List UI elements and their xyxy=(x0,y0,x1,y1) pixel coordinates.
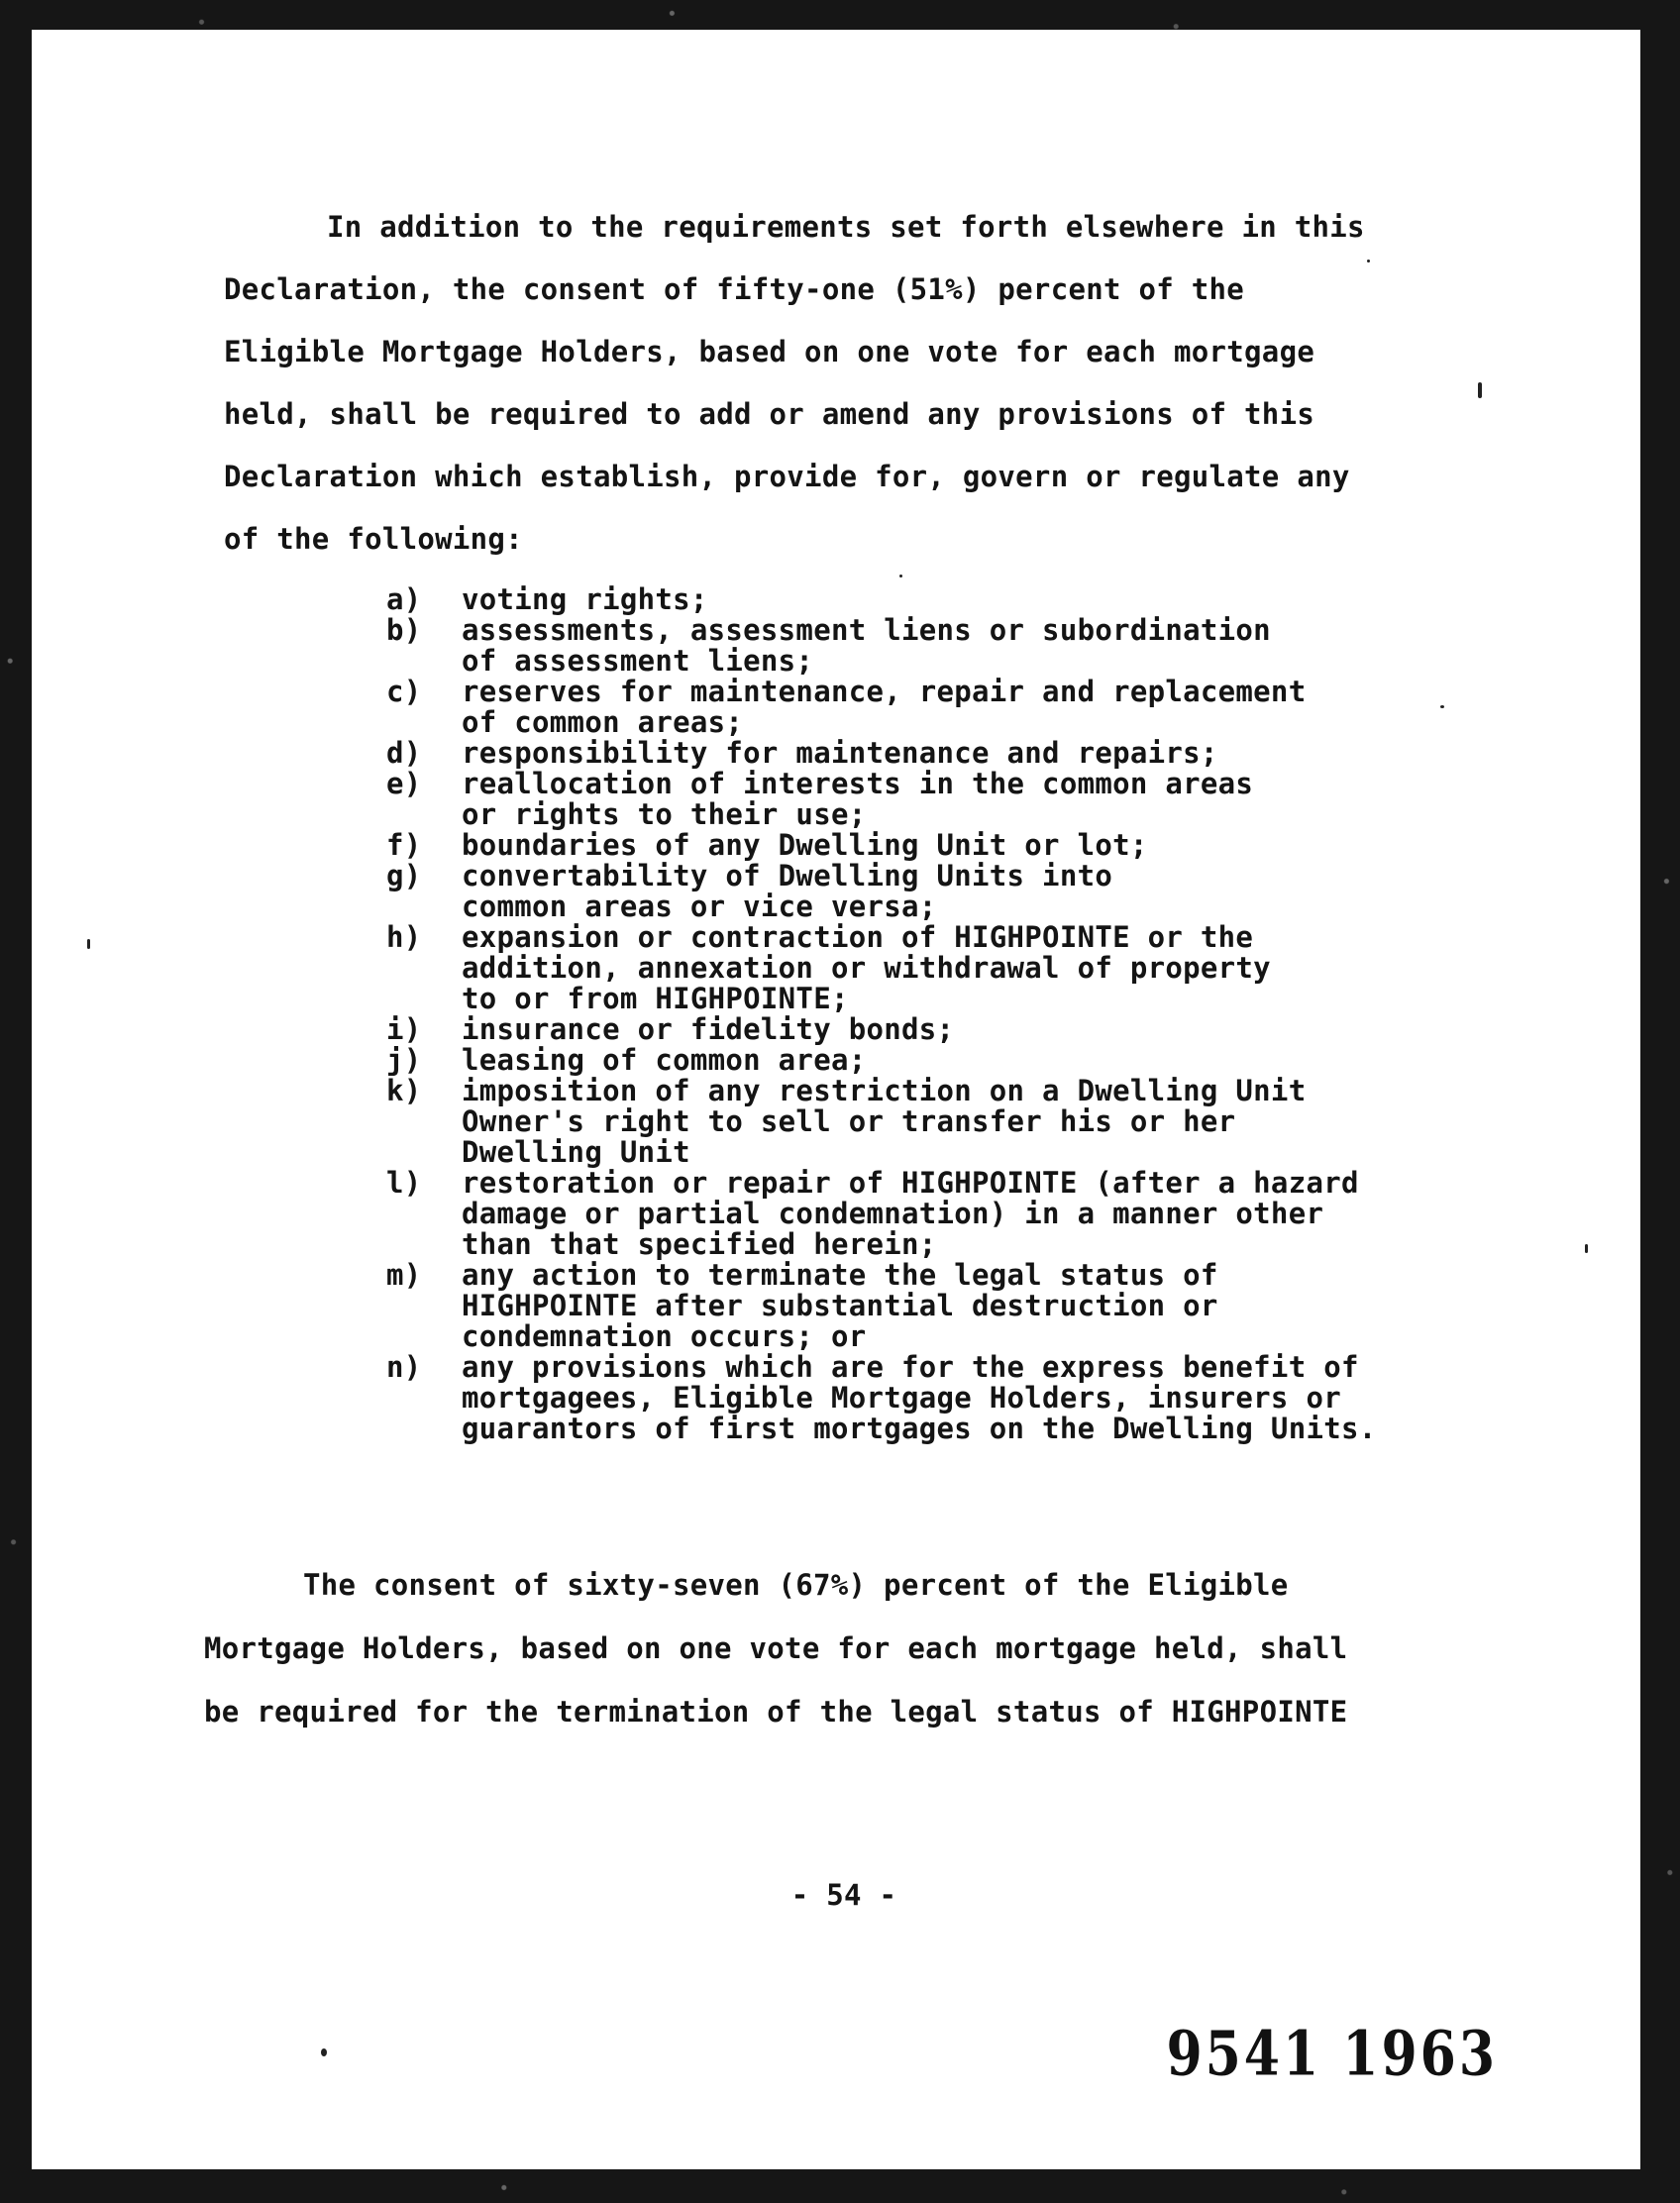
scan-speck xyxy=(1367,260,1370,262)
list-item-text: convertability of Dwelling Units into common areas or vice versa; xyxy=(462,859,1113,923)
list-item xyxy=(386,1076,1535,1168)
list-item-text: imposition of any restriction on a Dwelling Unit Owner's right to sell or transfer his or her Dwelling Unit xyxy=(462,1074,1307,1169)
list-item-text: responsibility for maintenance and repairs; xyxy=(462,736,1218,770)
list-item xyxy=(386,861,1535,922)
list-item xyxy=(386,922,1535,1014)
list-marker: m) xyxy=(386,1258,422,1292)
list-item xyxy=(386,1260,1535,1352)
list-item-text: leasing of common area; xyxy=(462,1043,867,1077)
list-item xyxy=(386,1168,1535,1260)
document-page xyxy=(32,30,1640,2169)
scan-speck xyxy=(1585,1244,1588,1253)
list-marker: d) xyxy=(386,736,422,770)
list-item-text: expansion or contraction of HIGHPOINTE or the addition, annexation or withdrawal of property to or from HIGHPOINTE; xyxy=(462,920,1271,1015)
paragraph-line: Declaration, the consent of fifty-one (51%) percent of the xyxy=(224,272,1245,306)
paragraph-line: be required for the termination of the legal status of HIGHPOINTE xyxy=(204,1695,1348,1729)
list-item-text: voting rights; xyxy=(462,582,708,616)
paragraph-line: In addition to the requirements set forth elsewhere in this xyxy=(327,210,1365,244)
list-item xyxy=(386,615,1535,677)
list-marker: i) xyxy=(386,1012,422,1046)
list-marker: h) xyxy=(386,920,422,954)
list-item-text: assessments, assessment liens or subordination of assessment liens; xyxy=(462,613,1271,678)
list-item-text: any action to terminate the legal status of HIGHPOINTE after substantial destruction or condemnation occurs; or xyxy=(462,1258,1218,1353)
scan-speck xyxy=(87,939,90,949)
list-item xyxy=(386,677,1535,738)
scan-speck xyxy=(899,575,902,577)
list-marker: f) xyxy=(386,828,422,862)
list-item-text: reserves for maintenance, repair and replacement of common areas; xyxy=(462,675,1307,739)
opening-paragraph xyxy=(224,196,1492,571)
paragraph-line: Mortgage Holders, based on one vote for each mortgage held, shall xyxy=(204,1631,1348,1665)
list-marker: g) xyxy=(386,859,422,892)
scan-speck xyxy=(1478,382,1482,398)
paragraph-line: Eligible Mortgage Holders, based on one vote for each mortgage xyxy=(224,335,1315,368)
list-item-text: any provisions which are for the express benefit of mortgagees, Eligible Mortgage Holders, insurers or guarantors of first mortgages on the Dwelling Units. xyxy=(462,1350,1377,1445)
list-item xyxy=(386,769,1535,830)
list-item xyxy=(386,830,1535,861)
list-item-text: reallocation of interests in the common areas or rights to their use; xyxy=(462,767,1254,831)
list-marker: b) xyxy=(386,613,422,647)
list-item-text: insurance or fidelity bonds; xyxy=(462,1012,955,1046)
list-item xyxy=(386,584,1535,615)
paragraph-line: Declaration which establish, provide for, govern or regulate any xyxy=(224,460,1350,493)
closing-paragraph xyxy=(204,1553,1502,1743)
list-marker: j) xyxy=(386,1043,422,1077)
list-item xyxy=(386,1014,1535,1045)
list-item-text: boundaries of any Dwelling Unit or lot; xyxy=(462,828,1148,862)
list-item xyxy=(386,738,1535,769)
list-item-text: restoration or repair of HIGHPOINTE (after a hazard damage or partial condemnation) in a manner other than that specified herein; xyxy=(462,1166,1359,1261)
paragraph-line: The consent of sixty-seven (67%) percent of the Eligible xyxy=(303,1568,1289,1602)
list-marker: k) xyxy=(386,1074,422,1107)
list-marker: a) xyxy=(386,582,422,616)
list-marker: c) xyxy=(386,675,422,708)
document-id-number: 9541 1963 xyxy=(1166,2019,1498,2090)
list-item xyxy=(386,1045,1535,1076)
list-marker: n) xyxy=(386,1350,422,1384)
scan-speck xyxy=(321,2048,327,2056)
paragraph-line: held, shall be required to add or amend any provisions of this xyxy=(224,397,1315,431)
list-marker: e) xyxy=(386,767,422,800)
list-item xyxy=(386,1352,1535,1444)
paragraph-line: of the following: xyxy=(224,522,523,556)
scan-speck xyxy=(1440,705,1444,708)
provisions-list xyxy=(386,584,1535,1444)
list-marker: l) xyxy=(386,1166,422,1200)
page-number: - 54 - xyxy=(790,1878,897,1912)
